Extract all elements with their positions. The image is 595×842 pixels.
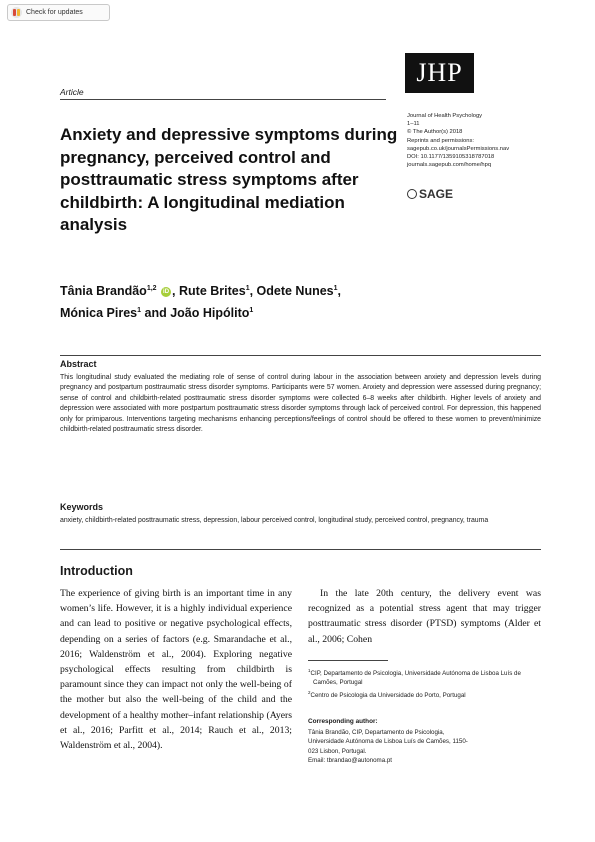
author-name: , Rute Brites — [172, 284, 246, 299]
affiliation-number: 2 — [308, 689, 311, 695]
keywords-text: anxiety, childbirth-related posttraumatic stress, depression, labour perceived control, longitudinal study, perceived control, pregnancy, trauma — [60, 517, 489, 524]
corr-line: Universidade Autónoma de Lisboa Luís de Camões, 1150- — [308, 738, 468, 746]
body-text-left-column: The experience of giving birth is an important time in any women’s life. However, it is a highly individual experience and can lead to positive or negative psychological effects, depending on a series of factors (e.g. Smarandache et al., 2016; Waldenström et al., 2004). Exploring negative psychological effects resulting from childbirth is paramount since they can impact not only the well-being of the mother but also the well-being of the child and the development of a healthy mother–infant relationship (Ayers et al., 2016; Parfitt et al., 2014; Rauch et al., 2013; Waldenström et al., 2004). — [60, 588, 292, 752]
header-divider — [60, 99, 386, 100]
body-text-right-column: In the late 20th century, the delivery event was recognized as a potential stress agent that may trigger posttraumatic stress disorder (PTSD) symptoms (Alder et al., 2006; Cohen — [308, 588, 541, 645]
journal-name: Journal of Health Psychology — [407, 113, 483, 119]
keywords-divider — [60, 549, 541, 550]
keywords-heading: Keywords — [60, 502, 104, 512]
permissions-link[interactable]: sagepub.co.uk/journalsPermissions.nav — [407, 145, 510, 152]
copyright-line: © The Author(s) 2018 — [407, 129, 463, 136]
affiliation-marker: 1 — [249, 307, 254, 315]
crossmark-icon — [11, 7, 22, 18]
affiliations — [308, 666, 541, 700]
check-for-updates-label: Check for updates — [26, 9, 83, 16]
abstract-heading: Abstract — [60, 359, 97, 369]
affiliation-1 — [308, 666, 541, 688]
journal-info — [407, 112, 547, 169]
author-name: and João Hipólito — [141, 306, 250, 321]
affiliation-marker: 1 — [137, 307, 142, 315]
affiliation-number: 1 — [308, 668, 311, 673]
reprints-label: Reprints and permissions: — [407, 137, 475, 144]
sage-icon — [407, 189, 417, 199]
journal-home-link[interactable]: journals.sagepub.com/home/hpq — [407, 162, 492, 169]
author-name: , Odete Nunes — [249, 284, 334, 299]
author-name: Tânia Brandão — [60, 284, 147, 299]
corr-email[interactable]: Email: tbrandao@autonoma.pt — [308, 756, 393, 764]
publisher-logo — [407, 187, 453, 201]
affiliation-text: CIP, Departamento de Psicologia, Universidade Autónoma de Lisboa Luís de Camões, Portugal — [310, 670, 521, 687]
corr-line: 023 Lisbon, Portugal. — [308, 747, 367, 755]
corr-line: Tânia Brandão, CIP, Departamento de Psicologia, — [308, 729, 445, 736]
affiliation-marker: 1 — [245, 285, 250, 292]
affiliation-marker: 1,2 — [146, 285, 157, 292]
corresponding-author-details — [308, 728, 541, 765]
footnote-divider — [308, 660, 388, 661]
publisher-name: SAGE — [419, 187, 454, 201]
section-heading-introduction: Introduction — [60, 564, 133, 578]
abstract-divider — [60, 355, 541, 356]
check-for-updates-badge[interactable] — [7, 4, 110, 21]
orcid-icon[interactable]: iD — [163, 288, 170, 295]
author-separator: , — [337, 284, 342, 299]
author-list — [60, 279, 420, 323]
author-name: Mónica Pires — [60, 306, 138, 321]
article-type-label: Article — [60, 87, 84, 97]
article-title: Anxiety and depressive symptoms during pregnancy, perceived control and posttraumatic stress symptoms after childbirth: A longitudinal mediation analysis — [60, 125, 398, 234]
journal-logo: JHP — [405, 53, 474, 93]
page-range: 1–11 — [407, 121, 420, 128]
abstract-text: This longitudinal study evaluated the mediating role of sense of control during labour in the association between anxiety and depression levels during pregnancy and postpartum posttraumatic stress disorder symptoms. Participants were 57 women. Anxiety and depression were assessed during pregnancy; sense of control and childbirth-related posttraumatic stress disorder symptoms were collected 6–8 weeks after childbirth. Higher levels of anxiety and depression were associated with more postpartum posttraumatic stress disorder symptoms through lack of perceived control. For depression, this happened only for primiparous. Interventions targeting mechanisms enhancing perceptions/feelings of control should be offered to these women to prevent/minimize childbirth-related posttraumatic stress disorder. — [60, 374, 541, 434]
affiliation-marker: 1 — [333, 285, 338, 292]
affiliation-2 — [308, 688, 541, 700]
affiliation-text: Centro de Psicologia da Universidade do Porto, Portugal — [310, 691, 466, 699]
doi-line[interactable]: DOI: 10.1177/1359105318787018 — [407, 154, 495, 161]
corresponding-author-heading: Corresponding author: — [308, 718, 378, 725]
